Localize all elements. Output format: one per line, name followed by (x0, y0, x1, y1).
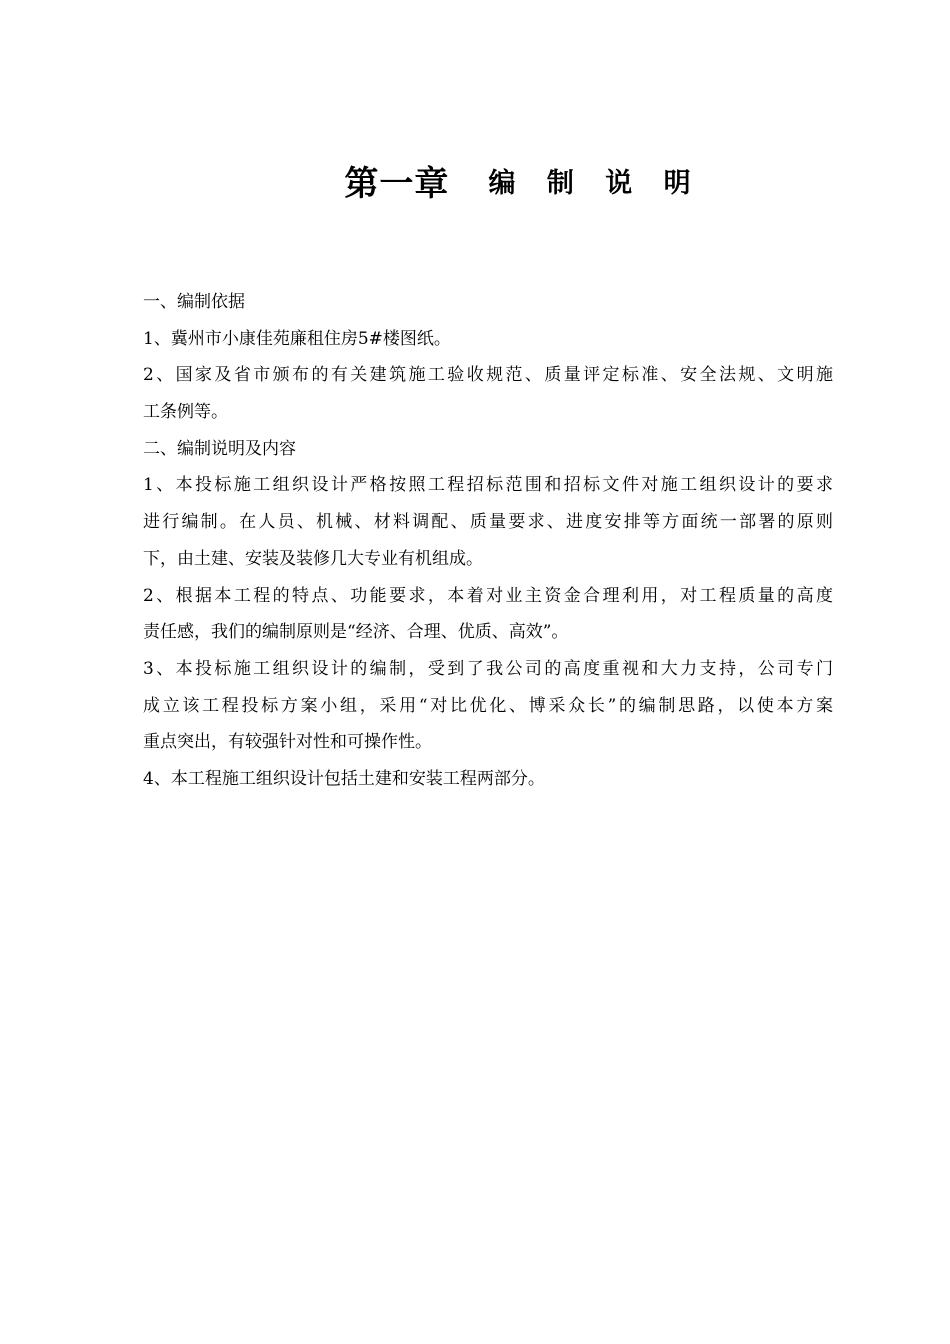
body-text (143, 284, 833, 798)
text-line: 2、根据本工程的特点、功能要求，本着对业主资金合理利用，对工程质量的高度 (143, 585, 833, 606)
text-line: 进行编制。在人员、机械、材料调配、质量要求、进度安排等方面统一部署的原则 (143, 512, 833, 533)
text-line: 重点突出，有较强针对性和可操作性。 (143, 732, 432, 753)
text-line: 2、国家及省市颁布的有关建筑施工验收规范、质量评定标准、安全法规、文明施 (143, 365, 833, 386)
text-line: 下，由土建、安装及装修几大专业有机组成。 (143, 548, 483, 569)
text-line: 责任感，我们的编制原则是“经济、合理、优质、高效”。 (143, 622, 569, 643)
text-line: 3、本投标施工组织设计的编制，受到了我公司的高度重视和大力支持，公司专门 (143, 658, 833, 679)
chapter-number: 第一章 (344, 164, 450, 204)
text-line: 工条例等。 (143, 402, 228, 423)
text-line: 二、编制说明及内容 (143, 438, 296, 459)
text-line: 成立该工程投标方案小组，采用“对比优化、博采众长”的编制思路，以使本方案 (143, 695, 833, 716)
chapter-title: 编 制 说 明 (488, 168, 702, 199)
chapter-heading (0, 156, 950, 205)
text-line: 1、冀州市小康佳苑廉租住房5#楼图纸。 (143, 328, 451, 349)
text-line: 4、本工程施工组织设计包括土建和安装工程两部分。 (143, 768, 545, 789)
text-line: 1、本投标施工组织设计严格按照工程招标范围和招标文件对施工组织设计的要求 (143, 475, 833, 496)
text-line: 一、编制依据 (143, 292, 245, 312)
